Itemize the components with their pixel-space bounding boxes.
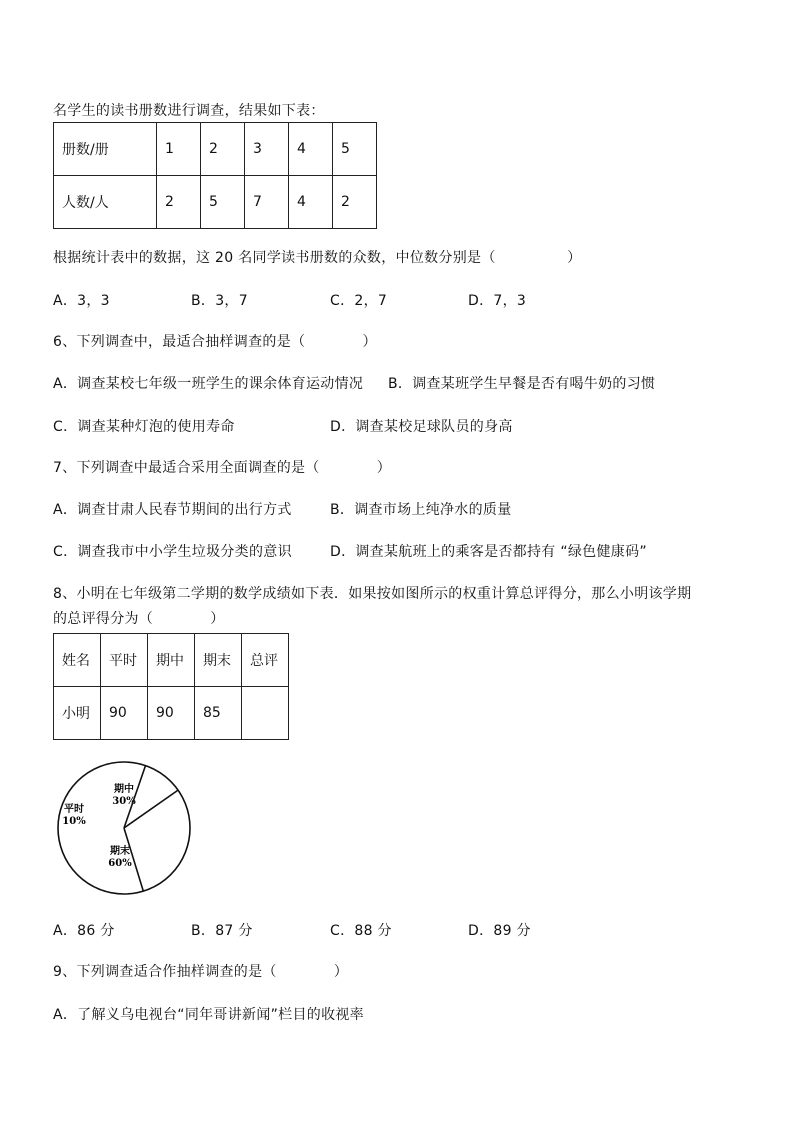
table-cell: 7 [245, 176, 289, 229]
table-cell: 85 [195, 687, 242, 740]
pie-slice-label: 期末 [110, 846, 130, 857]
q6-option-a[interactable]: A．调查某校七年级一班学生的课余体育运动情况 [53, 376, 364, 392]
q8-stem-line1: 8、小明在七年级第二学期的数学成绩如下表．如果按如图所示的权重计算总评得分，那么小明该学期 [53, 586, 692, 602]
q8-option-b[interactable]: B．87 分 [191, 923, 253, 939]
table-cell: 1 [157, 123, 201, 176]
pie-slice-percent: 60% [108, 858, 132, 869]
q9-stem: 9、下列调查适合作抽样调查的是（ ） [53, 964, 349, 980]
q7-option-d[interactable]: D．调查某航班上的乘客是否都持有 “绿色健康码” [330, 544, 647, 560]
table-row [54, 123, 377, 176]
table-cell [242, 687, 289, 740]
q5-option-d[interactable]: D．7，3 [468, 293, 527, 309]
table-cell: 90 [101, 687, 148, 740]
q6-option-c[interactable]: C．调查某种灯泡的使用寿命 [53, 419, 235, 435]
table-cell: 2 [157, 176, 201, 229]
pie-slice-label: 平时 [64, 804, 84, 815]
table-header-cell: 总评 [242, 634, 289, 687]
pie-slice-percent: 10% [62, 816, 86, 827]
table-cell: 5 [333, 123, 377, 176]
q8-option-a[interactable]: A．86 分 [53, 923, 115, 939]
q8-option-d[interactable]: D．89 分 [468, 923, 531, 939]
table-row [54, 176, 377, 229]
table-cell: 人数/人 [54, 176, 157, 229]
q8-option-c[interactable]: C．88 分 [330, 923, 392, 939]
weight-pie-chart [50, 756, 200, 902]
q6-option-d[interactable]: D．调查某校足球队员的身高 [330, 419, 513, 435]
score-table [53, 633, 289, 740]
q6-option-b[interactable]: B．调查某班学生早餐是否有喝牛奶的习惯 [388, 376, 656, 392]
q9-option-a[interactable]: A．了解义乌电视台“同年哥讲新闻”栏目的收视率 [53, 1007, 364, 1023]
table-header-cell: 期中 [148, 634, 195, 687]
q7-option-a[interactable]: A．调查甘肃人民春节期间的出行方式 [53, 502, 292, 518]
q8-stem-line2: 的总评得分为（ ） [53, 611, 225, 627]
q5-intro: 名学生的读书册数进行调查，结果如下表： [53, 103, 325, 119]
table-header-cell: 期末 [195, 634, 242, 687]
table-cell: 4 [289, 123, 333, 176]
q7-option-b[interactable]: B．调查市场上纯净水的质量 [330, 502, 512, 518]
table-row [54, 634, 289, 687]
table-row [54, 687, 289, 740]
table-cell: 册数/册 [54, 123, 157, 176]
table-cell: 90 [148, 687, 195, 740]
table-cell: 小明 [54, 687, 101, 740]
table-cell: 2 [333, 176, 377, 229]
books-table [53, 122, 377, 229]
table-cell: 5 [201, 176, 245, 229]
q5-option-c[interactable]: C．2，7 [330, 293, 388, 309]
table-header-cell: 平时 [101, 634, 148, 687]
table-header-cell: 姓名 [54, 634, 101, 687]
table-cell: 3 [245, 123, 289, 176]
pie-slice-label: 期中 [114, 784, 134, 795]
q5-option-a[interactable]: A．3，3 [53, 293, 110, 309]
q7-option-c[interactable]: C．调查我市中小学生垃圾分类的意识 [53, 544, 292, 560]
table-cell: 2 [201, 123, 245, 176]
q6-stem: 6、下列调查中，最适合抽样调查的是（ ） [53, 334, 377, 350]
pie-slice-percent: 30% [112, 796, 136, 807]
q5-stem: 根据统计表中的数据，这 20 名同学读书册数的众数，中位数分别是（ ） [53, 250, 582, 266]
q7-stem: 7、下列调查中最适合采用全面调查的是（ ） [53, 460, 392, 476]
q5-option-b[interactable]: B．3，7 [191, 293, 248, 309]
table-cell: 4 [289, 176, 333, 229]
